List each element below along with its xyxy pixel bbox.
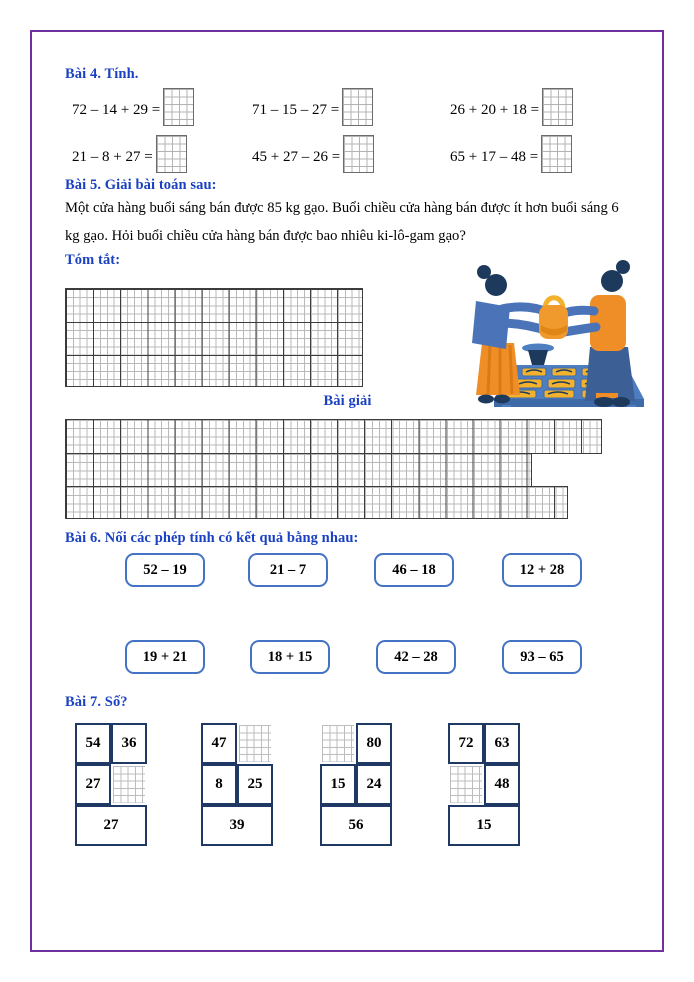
equation-item xyxy=(450,135,572,173)
exercise7-title: Bài 7. Số? xyxy=(65,694,128,710)
answer-grid-box[interactable] xyxy=(163,88,194,126)
operation-box[interactable]: 18 + 15 xyxy=(250,640,330,674)
puzzle-answer-cell[interactable] xyxy=(239,725,271,762)
equation-item xyxy=(252,88,373,126)
solution-writing-grid-row1[interactable] xyxy=(65,419,602,454)
puzzle-table xyxy=(320,723,392,846)
puzzle-cell: 72 xyxy=(448,723,484,764)
puzzle-cell: 8 xyxy=(201,764,237,805)
exercise4-title: Bài 4. Tính. xyxy=(65,66,139,82)
exercise5-title: Bài 5. Giải bài toán sau: xyxy=(65,177,217,193)
solution-writing-grid-row3[interactable] xyxy=(65,486,568,519)
operation-box[interactable]: 21 – 7 xyxy=(248,553,328,587)
puzzle-cell: 24 xyxy=(356,764,392,805)
equation-text: 45 + 27 – 26 = xyxy=(252,149,341,165)
equation-text: 21 – 8 + 27 = xyxy=(72,149,153,165)
answer-grid-box[interactable] xyxy=(542,88,573,126)
answer-grid-box[interactable] xyxy=(156,135,187,173)
equation-text: 26 + 20 + 18 = xyxy=(450,102,540,118)
puzzle-cell: 27 xyxy=(75,805,147,846)
puzzle-answer-cell[interactable] xyxy=(450,766,482,803)
puzzle-cell: 15 xyxy=(448,805,520,846)
summary-label: Tóm tắt: xyxy=(65,252,121,268)
operation-box[interactable]: 46 – 18 xyxy=(374,553,454,587)
operation-box[interactable]: 12 + 28 xyxy=(502,553,582,587)
puzzle-cell: 25 xyxy=(237,764,273,805)
puzzle-cell: 63 xyxy=(484,723,520,764)
equation-item xyxy=(72,135,187,173)
answer-grid-box[interactable] xyxy=(343,135,374,173)
puzzle-cell: 54 xyxy=(75,723,111,764)
puzzle-cell: 15 xyxy=(320,764,356,805)
operation-box[interactable]: 52 – 19 xyxy=(125,553,205,587)
equation-text: 72 – 14 + 29 = xyxy=(72,102,161,118)
exercise6-title: Bài 6. Nối các phép tính có kết quả bằng nhau: xyxy=(65,530,359,546)
operation-box[interactable]: 19 + 21 xyxy=(125,640,205,674)
equation-item xyxy=(252,135,374,173)
solution-label: Bài giải xyxy=(323,393,372,409)
solution-writing-grid-row2[interactable] xyxy=(65,453,532,487)
puzzle-answer-cell[interactable] xyxy=(113,766,145,803)
operation-box[interactable]: 42 – 28 xyxy=(376,640,456,674)
equation-text: 71 – 15 – 27 = xyxy=(252,102,340,118)
equation-text: 65 + 17 – 48 = xyxy=(450,149,539,165)
answer-grid-box[interactable] xyxy=(541,135,572,173)
market-scale-illustration xyxy=(444,247,662,407)
puzzle-cell: 47 xyxy=(201,723,237,764)
answer-grid-box[interactable] xyxy=(342,88,373,126)
puzzle-table xyxy=(75,723,147,846)
puzzle-table xyxy=(201,723,273,846)
puzzle-cell: 36 xyxy=(111,723,147,764)
puzzle-answer-cell[interactable] xyxy=(322,725,354,762)
puzzle-cell: 27 xyxy=(75,764,111,805)
equation-item xyxy=(450,88,573,126)
operation-box[interactable]: 93 – 65 xyxy=(502,640,582,674)
equation-item xyxy=(72,88,194,126)
puzzle-cell: 48 xyxy=(484,764,520,805)
problem-text-line1: Một cửa hàng buổi sáng bán được 85 kg gạo. Buổi chiều cửa hàng bán được ít hơn buổi sáng 6 xyxy=(65,200,619,216)
puzzle-cell: 56 xyxy=(320,805,392,846)
puzzle-cell: 80 xyxy=(356,723,392,764)
problem-text-line2: kg gạo. Hỏi buổi chiều cửa hàng bán được bao nhiêu ki-lô-gam gạo? xyxy=(65,228,466,244)
puzzle-cell: 39 xyxy=(201,805,273,846)
puzzle-table xyxy=(448,723,520,846)
summary-writing-grid[interactable] xyxy=(65,288,363,387)
